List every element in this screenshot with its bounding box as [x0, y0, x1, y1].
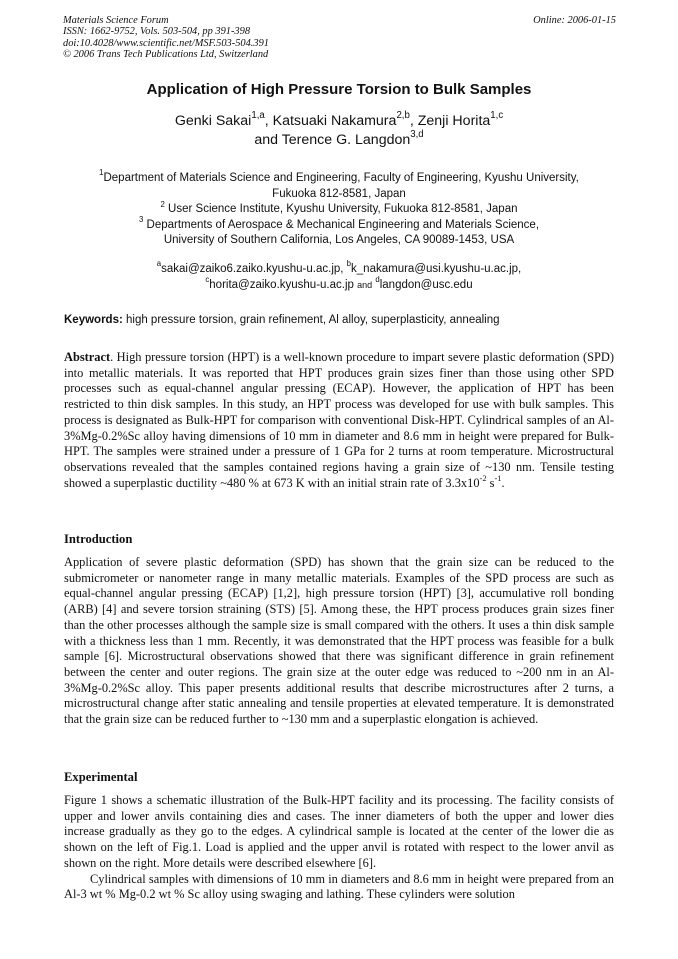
author-list: Genki Sakai$^{1,a}$, Katsuaki Nakamura$^{2,b}$, Zenji Horita$^{1,c}$ and Terence G. Langdon$^{3,d}$ — [174, 110, 504, 148]
email-address[interactable]: k_nakamura@usi.kyushu-u.ac.jp, — [351, 263, 522, 275]
keywords — [64, 314, 624, 326]
affiliation-line: Fukuoka 812-8581, Japan — [272, 187, 406, 200]
paper-title: Application of High Pressure Torsion to Bulk Samples — [146, 81, 532, 98]
email-sup: d — [375, 274, 380, 284]
affiliation-line: Departments of Aerospace & Mechanical Engineering and Materials Science, — [146, 218, 540, 231]
experimental-paragraph: Figure 1 shows a schematic illustration of the Bulk-HPT facility and its processing. The facility consists of upper and lower anvils containing dies and cases. The inner diameters of both the upper and lower dies increase gradually as they go to the edges. A cylindrical sample is located at the center of the lower die as shown on the left of Fig.1. Load is applied and the upper anvil is rotated with respect to the lower anvil as shown on the right. More details were described elsewhere [6]. — [64, 793, 614, 870]
abstract-exponent: -2 — [479, 472, 487, 483]
affiliation-line: User Science Institute, Kyushu University, Fukuoka 812-8581, Japan — [168, 203, 518, 216]
affil-sup: 3 — [138, 215, 144, 225]
issn-line: ISSN: 1662-9752, Vols. 503-504, pp 391-398 — [63, 26, 251, 38]
online-date: Online: 2006-01-15 — [533, 15, 616, 26]
abstract-label: Abstract — [64, 350, 111, 364]
journal-header — [63, 15, 616, 61]
keywords-label: Keywords: — [64, 314, 123, 326]
abstract — [64, 350, 614, 491]
author-name: Terence G. Langdon — [281, 132, 411, 148]
author-name: Zenji Horita — [417, 113, 491, 129]
author-name: Katsuaki Nakamura — [272, 113, 397, 129]
author-sup: 1,a — [251, 110, 265, 122]
affiliations — [40, 168, 638, 249]
experimental-section — [64, 793, 614, 903]
author-name: Genki Sakai — [174, 113, 252, 129]
keywords-text: high pressure torsion, grain refinement, Al alloy, superplasticity, annealing — [126, 314, 500, 326]
copyright-line: © 2006 Trans Tech Publications Ltd, Switzerland — [63, 49, 269, 61]
affiliation-line: Department of Materials Science and Engineering, Faculty of Engineering, Kyushu University, — [103, 172, 579, 184]
email-sup: a — [156, 259, 162, 269]
affiliation-line: University of Southern California, Los Angeles, CA 90089-1453, USA — [163, 234, 515, 247]
journal-name: Materials Science Forum — [63, 15, 169, 26]
introduction-paragraph: Application of severe plastic deformation (SPD) has shown that the grain size can be reduced to the submicrometer or nanometer range in many metallic materials. Examples of the SPD process are such as equal-channel angular pressing (ECAP) [1,2], high pressure torsion (HPT) [3], accumulative roll bonding (ARB) [4] and severe torsion straining (STS) [5]. Among these, the HPT process produces grain sizes finer than the other processes although the sample size is small compared with the others. It uses a thin disk sample with a thickness less than 1 mm. Recently, it was demonstrated that the HPT process was feasible for a bulk sample [6]. Microstructural observations showed that there was significant difference in grain refinement between the center and outer regions. The grain size at the outer edge was reduced to ~200 nm in an Al-3%Mg-0.2%Sc alloy. This paper presents additional results that describe microstructures after 2 turns, a microstructural change after static annealing and tensile properties at elevated temperature. It is demonstrated that the grain size can be reduced further to ~130 mm and a superplastic elongation is achieved. — [64, 555, 614, 727]
email-sup: c — [205, 274, 210, 284]
author-sup: 3,d — [410, 129, 424, 141]
experimental-paragraph: Cylindrical samples with dimensions of 10 mm in diameters and 8.6 mm in height were prepared from an Al-3 wt % Mg-0.2 wt % Sc alloy using swaging and lathing. These cylinders were solution — [64, 871, 614, 902]
email-address[interactable]: horita@zaiko.kyushu-u.ac.jp — [209, 278, 354, 291]
email-address[interactable]: langdon@usc.edu — [379, 278, 473, 291]
email-list — [40, 259, 638, 293]
affil-sup: 1 — [99, 168, 104, 178]
abstract-end: . — [501, 475, 505, 490]
abstract-exponent: -1 — [494, 472, 502, 483]
author-and: and — [254, 132, 278, 148]
author-sup: 2,b — [396, 110, 410, 122]
abstract-text: . High pressure torsion (HPT) is a well-known procedure to impart severe plastic deformation (SPD) into metallic materials. It was reported that HPT produces grain sizes finer than those using other SPD processes such as equal-channel angular pressing (ECAP). However, the application of HPT has been restricted to thin disk samples. In this study, an HPT process was developed for use with bulk samples. This process is designated as Bulk-HPT for comparison with conventional Disk-HPT. Cylindrical samples of an Al-3%Mg-0.2%Sc alloy having dimensions of 10 mm in diameter and 8.6 mm in height were prepared for Bulk-HPT. The samples were strained under a pressure of 1 GPa for 2 turns at room temperature. Microstructural observations revealed that the samples contained regions having a grain size of ~130 nm. Tensile testing showed a superplastic ductility ~480 % at 673 K with an initial strain rate of 3.3x10 — [64, 350, 614, 490]
abstract-unit: s — [486, 475, 495, 490]
section-heading-introduction: Introduction — [64, 532, 133, 546]
affil-sup: 2 — [160, 199, 165, 209]
author-sup: 1,c — [490, 110, 504, 122]
email-and: and — [357, 279, 373, 290]
email-address[interactable]: sakai@zaiko6.zaiko.kyushu-u.ac.jp, — [161, 263, 344, 275]
doi-line: doi:10.4028/www.scientific.net/MSF.503-504.391 — [63, 37, 269, 49]
email-sup: b — [346, 259, 352, 269]
section-heading-experimental: Experimental — [64, 770, 138, 784]
